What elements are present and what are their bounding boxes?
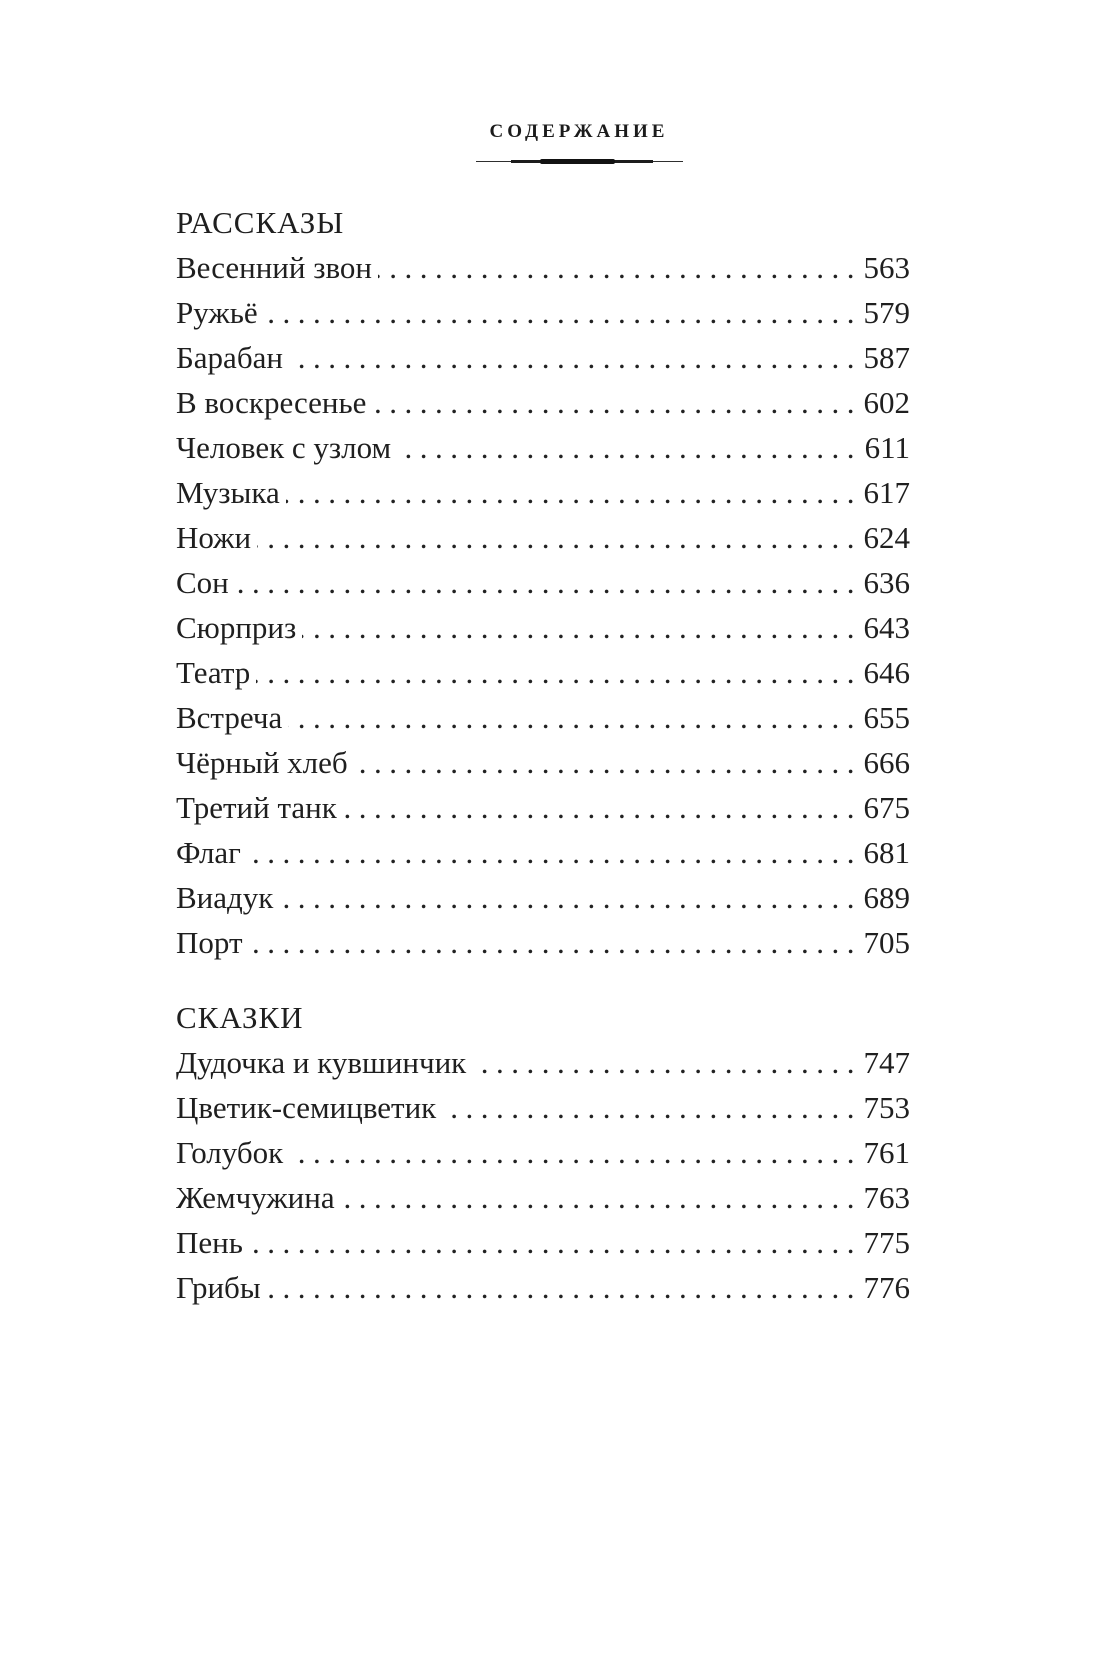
toc-entry-title: Человек с узлом bbox=[176, 430, 392, 465]
toc-entry-page: 579 bbox=[863, 295, 910, 330]
toc-leader-dots bbox=[442, 1085, 862, 1130]
toc-entry bbox=[176, 335, 910, 380]
toc-entry bbox=[176, 830, 910, 875]
toc-entry-title: Третий танк bbox=[176, 790, 337, 825]
toc-leader-dots bbox=[247, 830, 862, 875]
toc-entry bbox=[176, 1130, 910, 1175]
contents-header bbox=[212, 122, 946, 164]
toc-entry-title: Встреча bbox=[176, 700, 283, 735]
toc-entry bbox=[176, 605, 910, 650]
toc-leader-dots bbox=[378, 245, 862, 290]
toc-entry-title: Театр bbox=[176, 655, 251, 690]
toc-section bbox=[176, 995, 910, 1310]
toc-entry bbox=[176, 1085, 910, 1130]
toc-entry-page: 747 bbox=[863, 1045, 910, 1080]
toc-leader-dots bbox=[249, 920, 862, 965]
toc-leader-dots bbox=[302, 605, 862, 650]
toc-leader-dots bbox=[354, 740, 862, 785]
toc-entry bbox=[176, 245, 910, 290]
toc-entry-page: 776 bbox=[863, 1270, 910, 1305]
toc-entry bbox=[176, 695, 910, 740]
toc-entry-title: Дудочка и кувшинчик bbox=[176, 1045, 467, 1080]
toc-leader-dots bbox=[343, 785, 862, 830]
toc-entry bbox=[176, 875, 910, 920]
toc-entry bbox=[176, 290, 910, 335]
toc-entry-page: 655 bbox=[863, 700, 910, 735]
toc-entry-title: Пень bbox=[176, 1225, 243, 1260]
toc-leader-dots bbox=[397, 425, 862, 470]
toc-entry-page: 611 bbox=[864, 430, 910, 465]
toc-entry bbox=[176, 380, 910, 425]
toc-entry bbox=[176, 1040, 910, 1085]
toc-entry-page: 675 bbox=[863, 790, 910, 825]
toc-entry-page: 563 bbox=[863, 250, 910, 285]
toc-entry-page: 681 bbox=[863, 835, 910, 870]
toc-entry-title: Сюрприз bbox=[176, 610, 297, 645]
toc-entry-page: 763 bbox=[863, 1180, 910, 1215]
toc-entry-title: Музыка bbox=[176, 475, 280, 510]
toc-entry bbox=[176, 1265, 910, 1310]
toc-entry bbox=[176, 1220, 910, 1265]
toc-leader-dots bbox=[257, 515, 862, 560]
toc-entry-page: 666 bbox=[863, 745, 910, 780]
toc-leader-dots bbox=[341, 1175, 862, 1220]
toc-entry-title: В воскресенье bbox=[176, 385, 367, 420]
toc-entry bbox=[176, 1175, 910, 1220]
toc-entry bbox=[176, 740, 910, 785]
toc-entry-title: Виадук bbox=[176, 880, 274, 915]
toc-entry-page: 689 bbox=[863, 880, 910, 915]
toc-entry-title: Сон bbox=[176, 565, 229, 600]
toc-entry-page: 705 bbox=[863, 925, 910, 960]
toc-leader-dots bbox=[289, 1130, 862, 1175]
section-title: РАССКАЗЫ bbox=[176, 205, 345, 240]
toc-leader-dots bbox=[235, 560, 862, 605]
toc-entry bbox=[176, 560, 910, 605]
toc-entry-title: Флаг bbox=[176, 835, 241, 870]
toc-entry-title: Чёрный хлеб bbox=[176, 745, 348, 780]
toc-entry-title: Жемчужина bbox=[176, 1180, 335, 1215]
toc-leader-dots bbox=[289, 335, 862, 380]
divider-thick-bar bbox=[540, 159, 615, 164]
section-title: СКАЗКИ bbox=[176, 1000, 304, 1035]
toc-entry-title: Цветик-семицветик bbox=[176, 1090, 437, 1125]
toc-entry-page: 617 bbox=[863, 475, 910, 510]
toc-entry bbox=[176, 425, 910, 470]
toc-list bbox=[176, 200, 910, 1310]
toc-entry-title: Порт bbox=[176, 925, 243, 960]
toc-leader-dots bbox=[256, 650, 862, 695]
toc-leader-dots bbox=[264, 290, 862, 335]
toc-entry bbox=[176, 650, 910, 695]
toc-entry-page: 587 bbox=[863, 340, 910, 375]
toc-entry-title: Грибы bbox=[176, 1270, 261, 1305]
toc-entry-title: Ружьё bbox=[176, 295, 258, 330]
toc-leader-dots bbox=[286, 470, 862, 515]
toc-entry-title: Весенний звон bbox=[176, 250, 372, 285]
toc-entry bbox=[176, 515, 910, 560]
toc-entry-page: 775 bbox=[863, 1225, 910, 1260]
toc-entry-page: 753 bbox=[863, 1090, 910, 1125]
toc-leader-dots bbox=[279, 875, 862, 920]
toc-leader-dots bbox=[267, 1265, 862, 1310]
toc-leader-dots bbox=[249, 1220, 862, 1265]
toc-entry-page: 646 bbox=[863, 655, 910, 690]
toc-leader-dots bbox=[472, 1040, 862, 1085]
toc-entry bbox=[176, 470, 910, 515]
ornamental-divider bbox=[476, 159, 683, 164]
toc-entry-title: Ножи bbox=[176, 520, 252, 555]
toc-entry-page: 761 bbox=[863, 1135, 910, 1170]
toc-entry-page: 643 bbox=[863, 610, 910, 645]
toc-leader-dots bbox=[372, 380, 862, 425]
toc-entry-title: Голубок bbox=[176, 1135, 284, 1170]
toc-entry-page: 636 bbox=[863, 565, 910, 600]
toc-entry bbox=[176, 920, 910, 965]
toc-entry-title: Барабан bbox=[176, 340, 283, 375]
toc-entry-page: 602 bbox=[863, 385, 910, 420]
toc-entry-page: 624 bbox=[863, 520, 910, 555]
toc-leader-dots bbox=[288, 695, 862, 740]
page-title: СОДЕРЖАНИЕ bbox=[489, 121, 669, 142]
toc-entry bbox=[176, 785, 910, 830]
toc-section bbox=[176, 200, 910, 965]
